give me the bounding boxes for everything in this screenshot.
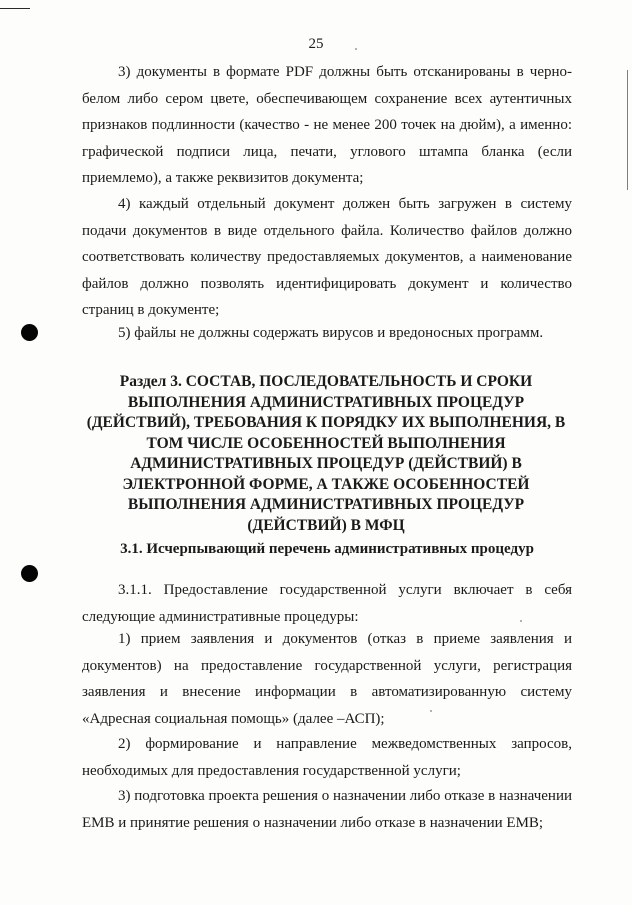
procedure-item-1: 1) прием заявления и документов (отказ в приеме заявления и документов) на предоставление государственной услуги, регистрация заявления и внесение информации в автоматизированную систему «Адресная социальная помощь» (далее –АСП); — [82, 631, 572, 727]
section-heading: Раздел 3. СОСТАВ, ПОСЛЕДОВАТЕЛЬНОСТЬ И СРОКИ ВЫПОЛНЕНИЯ АДМИНИСТРАТИВНЫХ ПРОЦЕДУР (ДЕЙСТВИЙ), ТРЕБОВАНИЯ К ПОРЯДКУ ИХ ВЫПОЛНЕНИЯ, В ТОМ ЧИСЛЕ ОСОБЕННОСТЕЙ ВЫПОЛНЕНИЯ АДМИНИСТРАТИВНЫХ ПРОЦЕДУР (ДЕЙСТВИЙ) В ЭЛЕКТРОННОЙ ФОРМЕ, А ТАКЖЕ ОСОБЕННОСТЕЙ ВЫПОЛНЕНИЯ АДМИНИСТРАТИВНЫХ ПРОЦЕДУР (ДЕЙСТВИЙ) В МФЦ — [86, 373, 566, 534]
subsection-heading: 3.1. Исчерпывающий перечень административных процедур — [120, 541, 534, 557]
punch-hole-bottom — [21, 565, 38, 582]
paragraph-3-1-1: 3.1.1. Предоставление государственной услуги включает в себя следующие административные процедуры: — [82, 582, 572, 625]
page-number: 25 — [308, 36, 324, 52]
paragraph-item-4: 4) каждый отдельный документ должен быть загружен в систему подачи документов в виде отдельного файла. Количество файлов должно соответствовать количеству предоставляемых документов, а наименование файлов должно позволять идентифицировать документ и количество страниц в документе; — [82, 196, 572, 318]
scan-edge-mark — [627, 70, 628, 190]
scan-edge-mark — [0, 8, 30, 9]
paragraph-item-3: 3) документы в формате PDF должны быть отсканированы в черно-белом либо сером цвете, обеспечивающем сохранение всех аутентичных признаков подлинности (качество - не менее 200 точек на дюйм), а именно: графической подписи лица, печати, углового штампа бланка (если приемлемо), а также реквизитов документа; — [82, 64, 572, 186]
procedure-item-2: 2) формирование и направление межведомственных запросов, необходимых для предоставления государственной услуги; — [82, 736, 572, 779]
procedure-item-3: 3) подготовка проекта решения о назначении либо отказе в назначении ЕМВ и принятие решения о назначении либо отказе в назначении ЕМВ; — [82, 788, 572, 831]
punch-hole-top — [21, 324, 38, 341]
paragraph-item-5: 5) файлы не должны содержать вирусов и вредоносных программ. — [118, 325, 544, 341]
